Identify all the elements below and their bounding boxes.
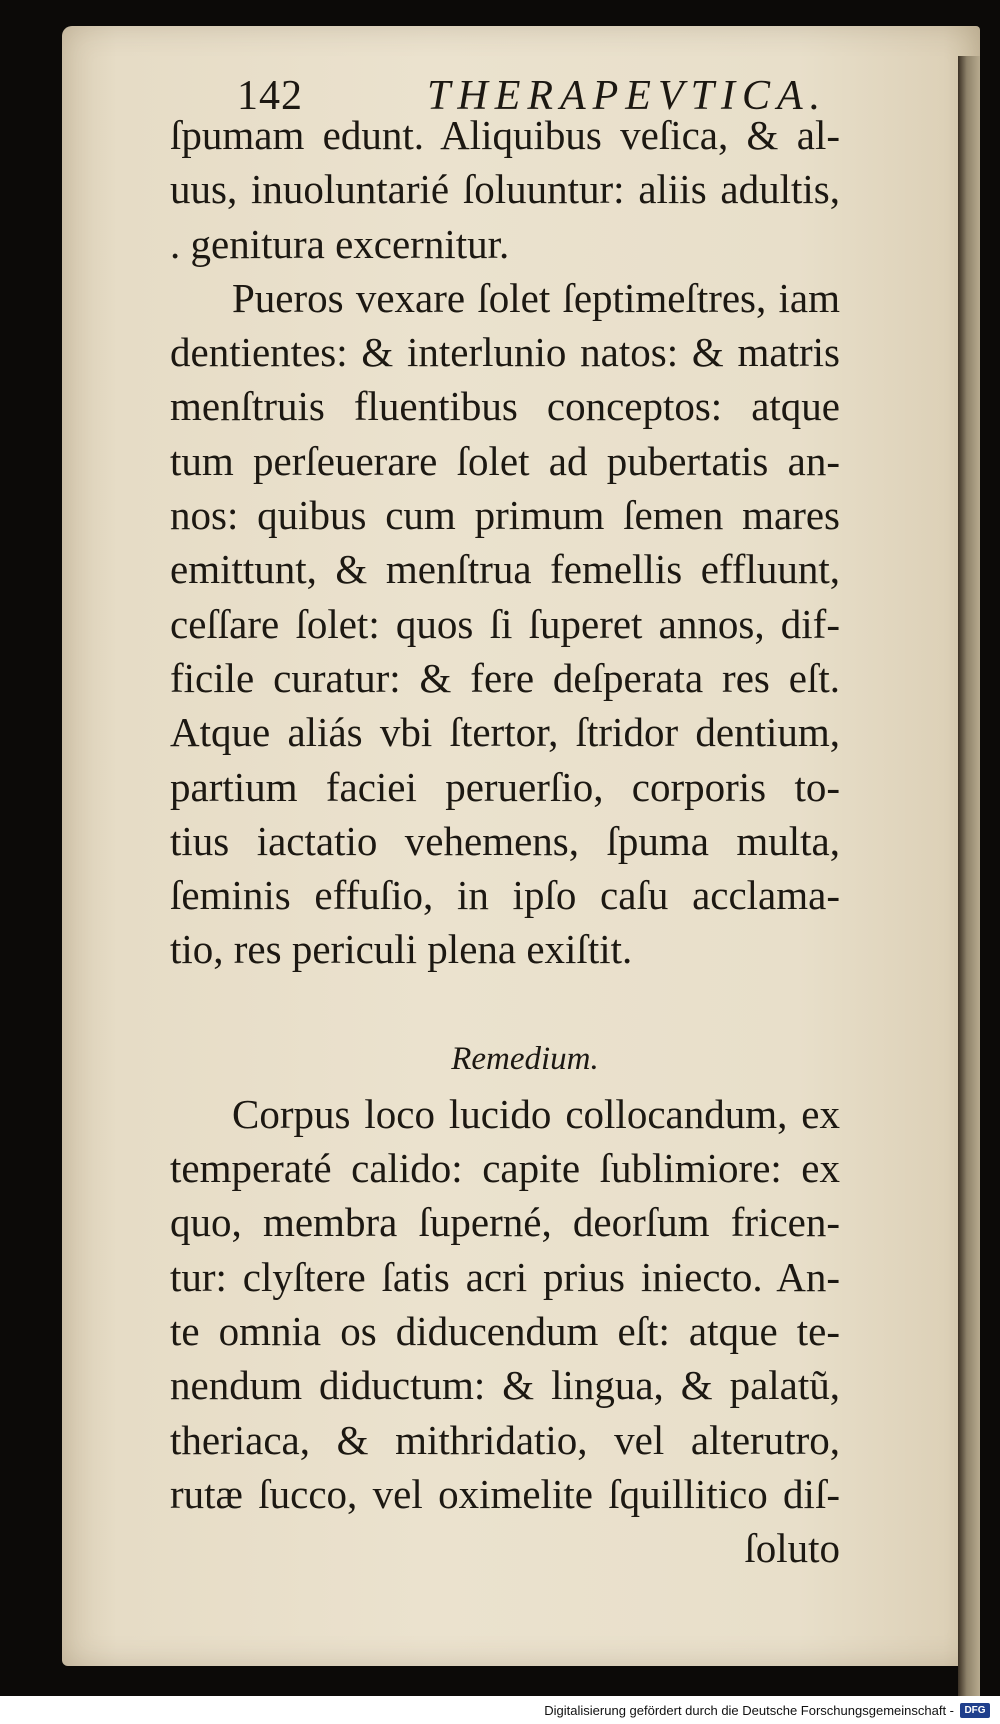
- text-line: temperaté calido: capite ſublimiore: ex: [170, 1145, 840, 1192]
- text-line: rutæ ſucco, vel oximelite ſquillitico diſ-: [170, 1470, 840, 1517]
- text-line: ſeminis effuſio, in ipſo caſu acclama-: [170, 872, 840, 919]
- text-line: emittunt, & menſtrua femellis effluunt,: [170, 546, 840, 593]
- footer-bar: [0, 1696, 1000, 1724]
- text-line: dentientes: & interlunio natos: & matris: [170, 329, 840, 376]
- paragraph-1: [170, 108, 840, 271]
- page-edge: [958, 56, 980, 1706]
- text-line: theriaca, & mithridatio, vel alterutro,: [170, 1416, 840, 1463]
- paragraph-2: [170, 271, 840, 977]
- section-heading: Remedium.: [451, 1040, 599, 1077]
- funding-credit: Digitalisierung gefördert durch die Deutsche Forschungsgemeinschaft -: [544, 1703, 954, 1718]
- text-line: uus, inuoluntarié ſoluuntur: aliis adultis,: [170, 166, 840, 213]
- text-line: tur: clyſtere ſatis acri prius iniecto. An-: [170, 1253, 840, 1300]
- text-line: ficile curatur: & fere deſperata res eſt.: [170, 654, 840, 701]
- text-line: te omnia os diducendum eſt: atque te-: [170, 1307, 840, 1354]
- text-line: tum perſeuerare ſolet ad pubertatis an-: [170, 437, 840, 484]
- dfg-logo-icon: DFG: [960, 1703, 990, 1718]
- text-line: ceſſare ſolet: quos ſi ſuperet annos, dif-: [170, 600, 840, 647]
- text-line: menſtruis fluentibus conceptos: atque: [170, 383, 840, 430]
- text-line: Atque aliás vbi ſtertor, ſtridor dentium,: [170, 709, 840, 756]
- page-number: 142: [237, 73, 303, 119]
- text-line: Corpus loco lucido collocandum, ex: [232, 1090, 840, 1137]
- text-line: . genitura excernitur.: [170, 220, 510, 267]
- catchword: ſoluto: [744, 1525, 840, 1572]
- text-line: quo, membra ſuperné, deorſum fricen-: [170, 1199, 840, 1246]
- text-line: nos: quibus cum primum ſemen mares: [170, 492, 840, 539]
- text-line: Pueros vexare ſolet ſeptimeſtres, iam: [232, 274, 840, 321]
- running-title: THERAPEVTICA.: [427, 73, 828, 119]
- text-line: partium faciei peruerſio, corporis to-: [170, 763, 840, 810]
- text-line: tio, res periculi plena exiſtit.: [170, 926, 633, 973]
- text-line: nendum diductum: & lingua, & palatũ,: [170, 1362, 840, 1409]
- section-gap: [170, 977, 840, 1031]
- body-text: [170, 108, 840, 1575]
- text-line: tius iactatio vehemens, ſpuma multa,: [170, 817, 840, 864]
- text-line: ſpumam edunt. Aliquibus veſica, & al-: [170, 112, 840, 158]
- paragraph-3: [170, 1087, 840, 1521]
